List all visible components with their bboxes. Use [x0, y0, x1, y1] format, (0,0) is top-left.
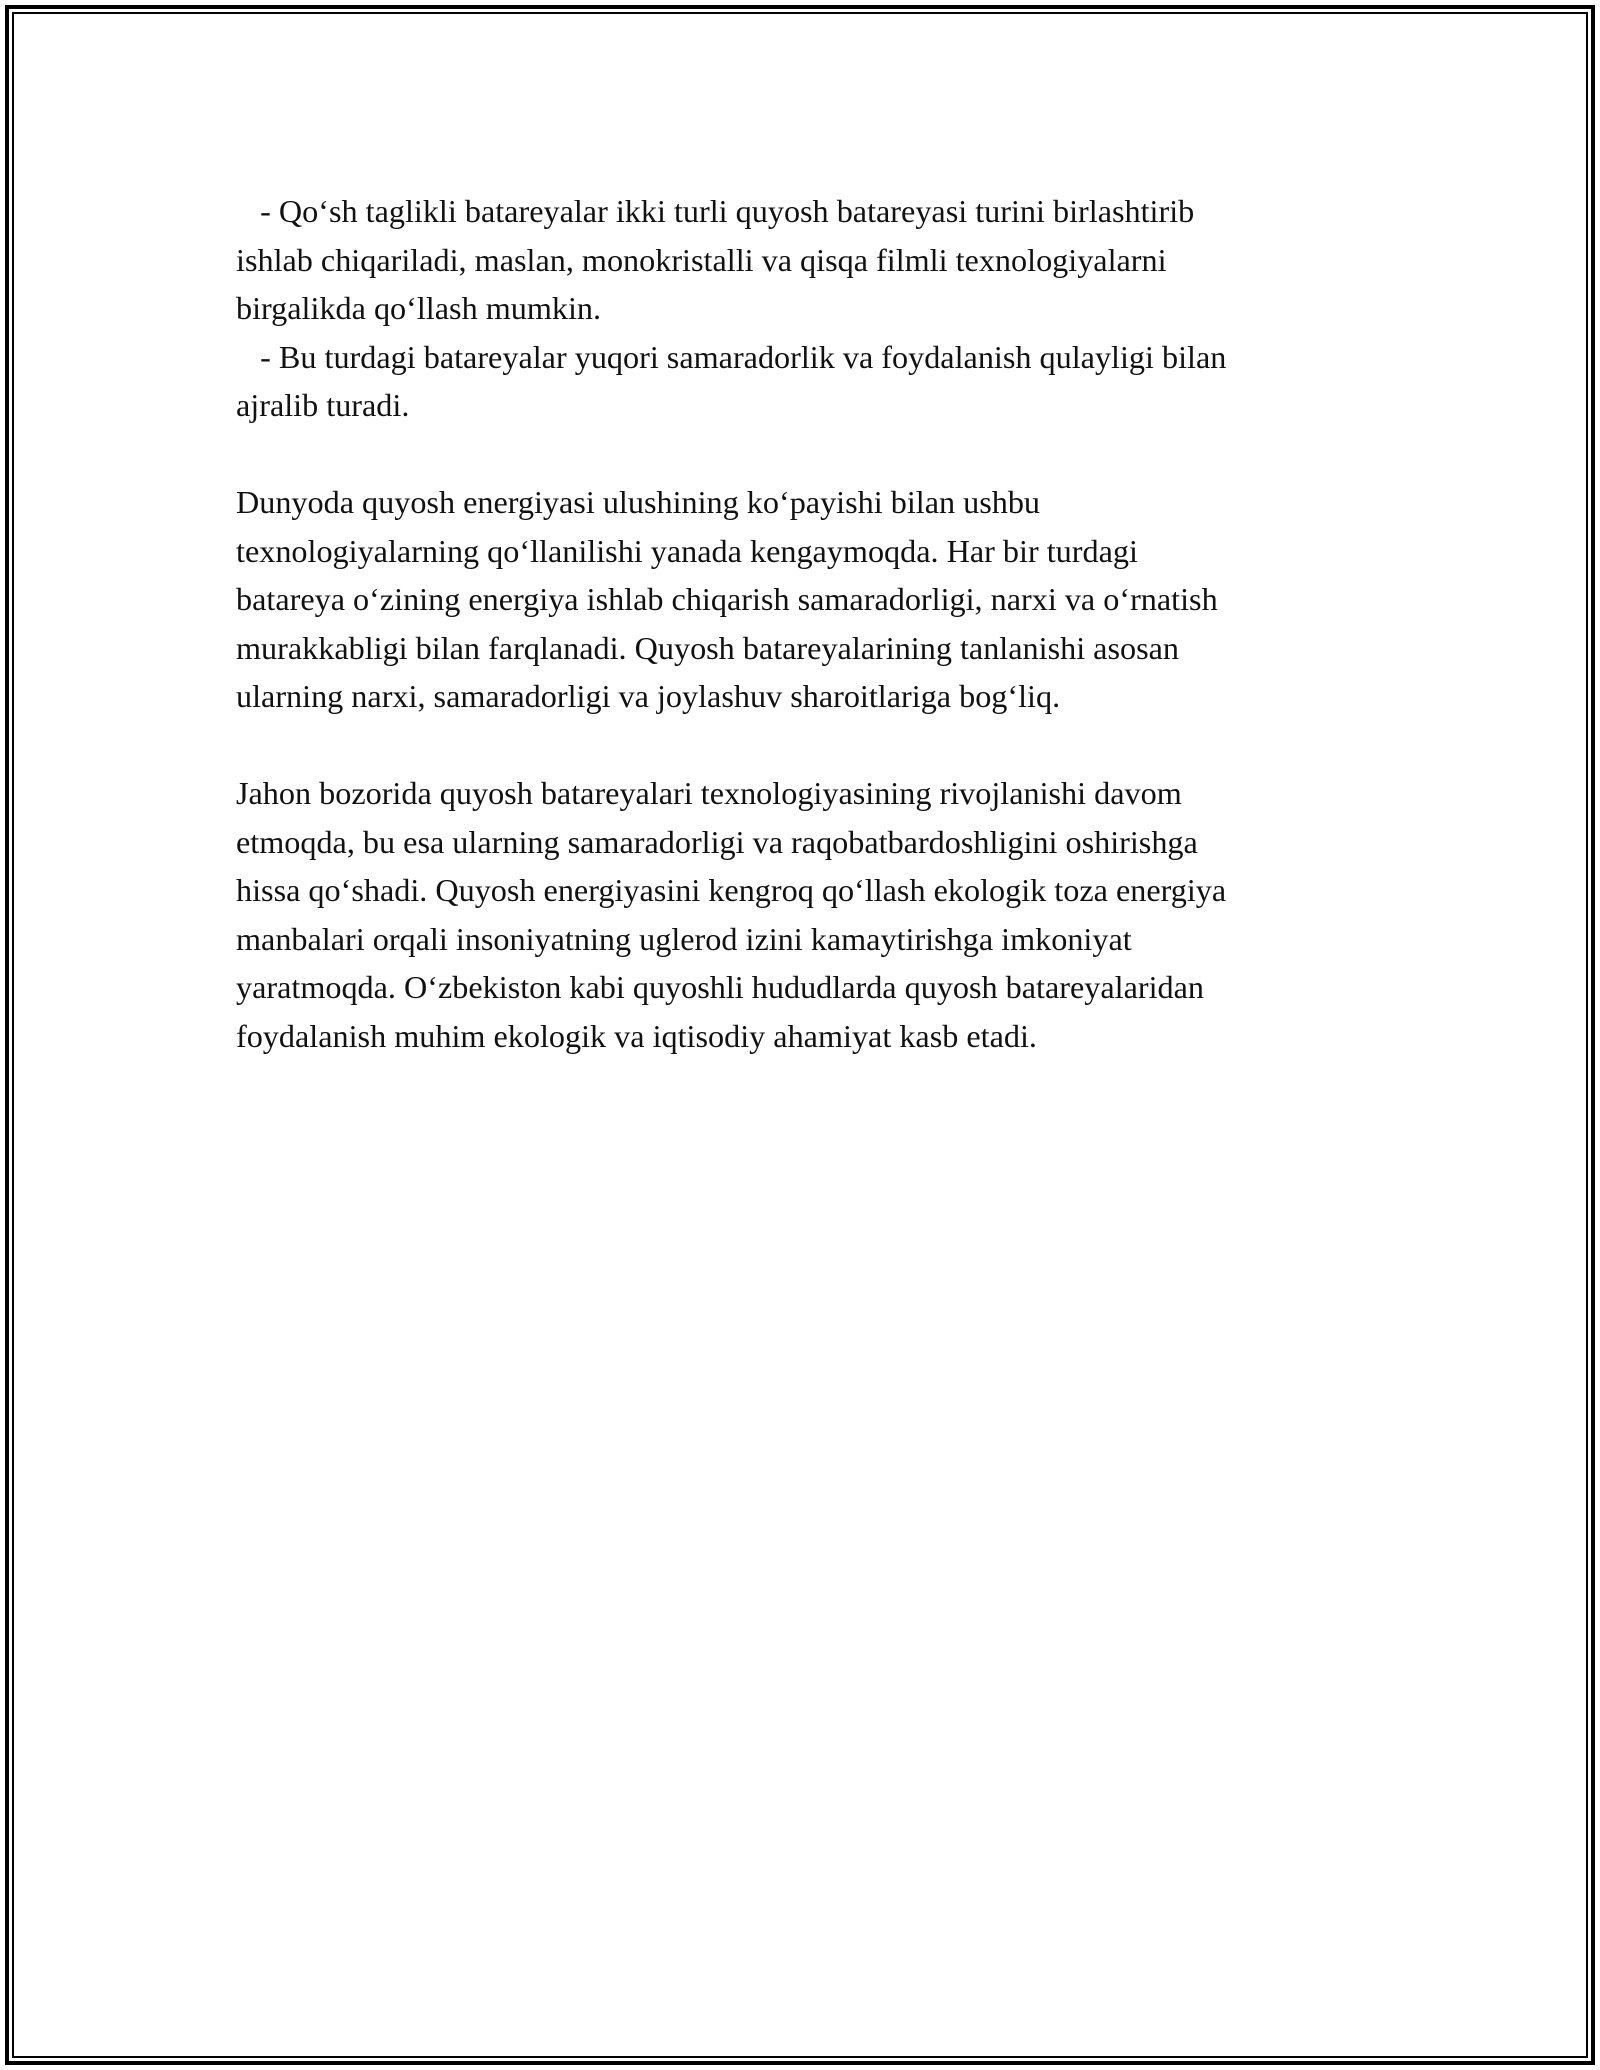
- text-line: Dunyoda quyosh energiyasi ulushining ko‘payishi bilan ushbu: [236, 484, 1041, 520]
- text-line: - Bu turdagi batareyalar yuqori samaradorlik va foydalanish qulayligi bilan: [236, 338, 1227, 375]
- text-line: birgalikda qo‘llash mumkin.: [236, 290, 602, 326]
- text-line: murakkabligi bilan farqlanadi. Quyosh batareyalarining tanlanishi asosan: [236, 629, 1179, 666]
- text-line: yaratmoqda. O‘zbekiston kabi quyoshli hududlarda quyosh batareyalaridan: [236, 969, 1205, 1005]
- text-line: - Qo‘sh taglikli batareyalar ikki turli quyosh batareyasi turini birlashtirib: [236, 193, 1195, 229]
- text-line: texnologiyalarning qo‘llanilishi yanada kengaymoqda. Har bir turdagi: [236, 532, 1138, 569]
- paragraph-battery-types: [236, 187, 1376, 430]
- text-line: Jahon bozorida quyosh batareyalari texnologiyasining rivojlanishi davom: [236, 775, 1182, 811]
- paragraph-global-market: [236, 769, 1376, 1060]
- text-line: ularning narxi, samaradorligi va joylashuv sharoitlariga bog‘liq.: [236, 678, 1061, 714]
- text-line: batareya o‘zining energiya ishlab chiqarish samaradorligi, narxi va o‘rnatish: [236, 581, 1218, 617]
- text-line: ishlab chiqariladi, maslan, monokristalli va qisqa filmli texnologiyalarni: [236, 241, 1167, 278]
- paragraph-world-usage: [236, 478, 1376, 721]
- document-body: [236, 187, 1376, 1109]
- text-line: ajralib turadi.: [236, 387, 410, 423]
- text-line: hissa qo‘shadi. Quyosh energiyasini kengroq qo‘llash ekologik toza energiya: [236, 872, 1227, 908]
- text-line: manbalari orqali insoniyatning uglerod izini kamaytirishga imkoniyat: [236, 920, 1132, 957]
- text-line: foydalanish muhim ekologik va iqtisodiy ahamiyat kasb etadi.: [236, 1017, 1037, 1054]
- text-line: etmoqda, bu esa ularning samaradorligi va raqobatbardoshligini oshirishga: [236, 823, 1198, 860]
